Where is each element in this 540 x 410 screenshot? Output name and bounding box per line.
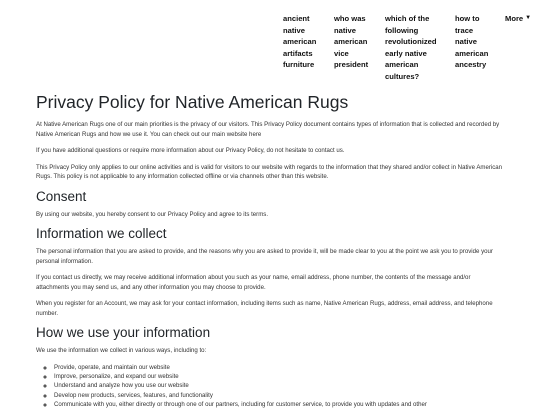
list-item: ◦ Communicate with you, either directly or through one of our partners, including for customer service, to provide you with updates and other [54, 400, 504, 409]
collect-paragraph-3: When you register for an Account, we may ask for your contact information, including items such as name, Native American Rugs, address, email address, and telephone number. [36, 300, 493, 317]
information-collect-heading: Information we collect [36, 226, 167, 241]
more-dropdown[interactable] [505, 13, 531, 25]
top-navigation [0, 13, 540, 93]
collect-paragraph-2: If you contact us directly, we may receive additional information about you such as your name, email address, phone number, the contents of the message and/or attachments you may send us, and any other information you may choose to provide. [36, 274, 471, 291]
intro-paragraph-3: This Privacy Policy only applies to our online activities and is valid for visitors to our website with regards to the information that they shared and/or collect in Native American Rugs. This policy is not applicable to any information collected offline or via channels other than this website. [36, 163, 503, 180]
use-intro: We use the information we collect in various ways, including to: [36, 347, 207, 354]
list-item: ◦ Provide, operate, and maintain our website [54, 363, 504, 372]
nav-link-ancient-artifacts[interactable]: ancient native american artifacts furniture [283, 14, 317, 69]
nav-link-trace-ancestry[interactable]: how to trace native american ancestry [455, 14, 489, 69]
intro-paragraph-2: If you have additional questions or require more information about our Privacy Policy, do not hesitate to contact us. [36, 147, 345, 154]
nav-link-revolutionized-cultures[interactable]: which of the following revolutionized early native american cultures? [385, 14, 437, 81]
more-label: More [505, 14, 524, 23]
nav-link-vice-president[interactable]: who was native american vice president [334, 14, 369, 69]
collect-paragraph-1: The personal information that you are asked to provide, and the reasons why you are asked to provide it, will be made clear to you at the point we ask you to provide your personal information. [36, 248, 493, 265]
privacy-policy-content [36, 92, 504, 410]
consent-text: By using our website, you hereby consent to our Privacy Policy and agree to its terms. [36, 210, 269, 218]
list-item: ◦ Improve, personalize, and expand our website [54, 372, 504, 381]
page-title: Privacy Policy for Native American Rugs [36, 92, 349, 112]
consent-heading: Consent [36, 188, 87, 204]
list-item: ◦ Develop new products, services, features, and functionality [54, 391, 504, 400]
intro-paragraph-1: At Native American Rugs one of our main priorities is the privacy of our visitors. This Privacy Policy document contains types of information that is collected and recorded by Native American Rugs and how we use it. You can check out our main website here [36, 121, 500, 138]
caret-down-icon: ▼ [525, 15, 532, 21]
how-we-use-heading: How we use your information [36, 325, 211, 340]
list-item: ◦ Understand and analyze how you use our website [54, 381, 504, 390]
use-list [36, 363, 504, 410]
